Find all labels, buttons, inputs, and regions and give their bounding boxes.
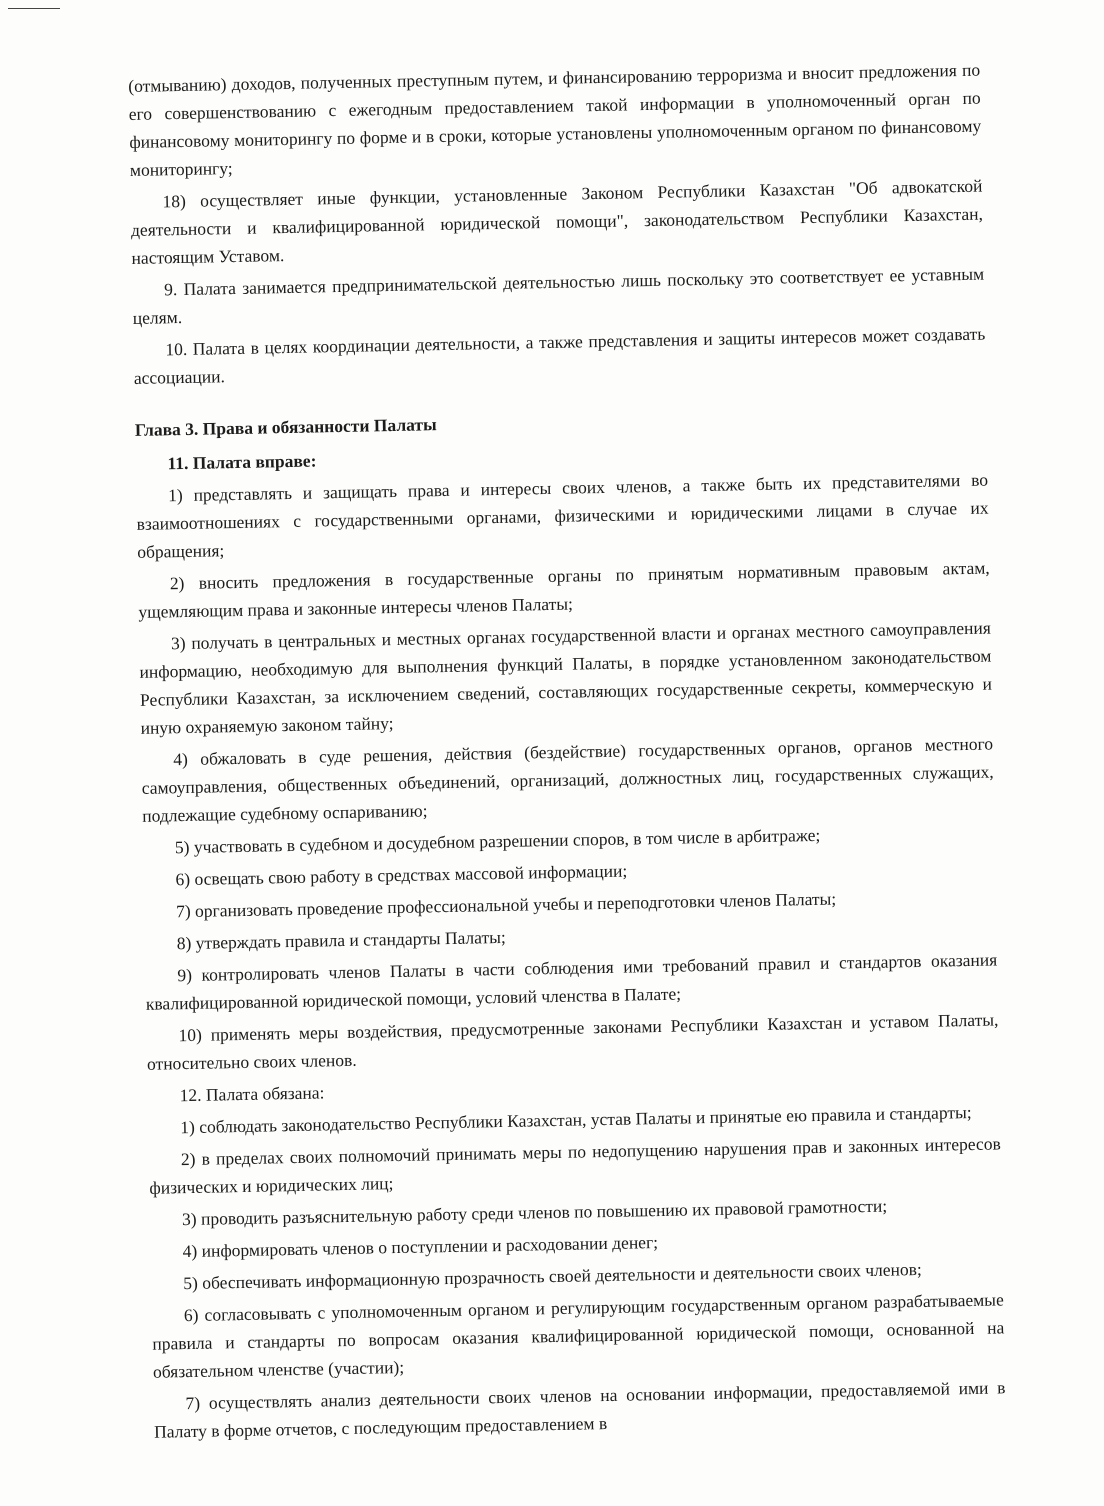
paragraph: 9. Палата занимается предпринимательской деятельностью лишь поскольку это соответствует ее уставным целям.	[132, 263, 985, 328]
list-item: 5) участвовать в судебном и досудебном разрешении споров, в том числе в арбитраже;	[174, 824, 821, 858]
section-heading-duties: 12. Палата обязана:	[179, 1082, 325, 1106]
list-item: 3) проводить разъяснительную работу среди членов по повышению их правовой грамотности;	[181, 1195, 888, 1230]
list-item: 10) применять меры воздействия, предусмотренные законами Республики Казахстан и уставом Палаты, относительно своих членов.	[146, 1009, 999, 1074]
list-item: 6) согласовывать с уполномоченным органом и регулирующим государственным органом разрабатываемые правила и стандарты по вопросам оказания квалифицированной юридической помощи, основанной на обязательном членстве (участии);	[152, 1289, 1005, 1382]
paragraph: 10. Палата в целях координации деятельности, а также представления и защиты интересов может создавать ассоциации.	[133, 323, 986, 388]
paragraph: 18) осуществляет иные функции, установленные Законом Республики Казахстан "Об адвокатской деятельности и квалифицированной юридической помощи", законодательством Республики Казахстан, настоящим Уставом.	[130, 175, 984, 268]
document-body	[128, 56, 1006, 1450]
list-item: 3) получать в центральных и местных органах государственной власти и органах местного самоуправления информацию, необходимую для выполнения функций Палаты, в порядке установленном законодательством Республики Казахстан, за исключением сведений, составляющих государственные секреты, коммерческую и иную охраняемую законом тайну;	[139, 617, 993, 738]
list-item: 9) контролировать членов Палаты в части соблюдения ими требований правил и стандартов оказания квалифицированной юридической помощи, условий членства в Палате;	[145, 949, 998, 1014]
list-item: 4) информировать членов о поступлении и расходовании денег;	[182, 1232, 659, 1262]
list-item: 7) осуществлять анализ деятельности своих членов на основании информации, предоставляемой ими в Палату в форме отчетов, с последующим предоставлением в	[153, 1377, 1006, 1442]
list-item: 2) в пределах своих полномочий принимать меры по недопущению нарушения прав и законных интересов физических и юридических лиц;	[149, 1133, 1001, 1198]
chapter-title: Глава 3. Права и обязанности Палаты	[134, 414, 437, 440]
list-item: 5) обеспечивать информационную прозрачность своей деятельности и деятельности своих членов;	[183, 1258, 922, 1294]
list-item: 2) вносить предложения в государственные органы по принятым нормативным правовым актам, ущемляющим права и законные интересы членов Палаты;	[138, 557, 990, 622]
list-item: 4) обжаловать в суде решения, действия (бездействие) государственных органов, органов местного самоуправления, общественных объединений, организаций, должностных лиц, государственных служащих, подлежащие судебному оспариванию;	[141, 733, 994, 826]
list-item: 8) утверждать правила и стандарты Палаты;	[176, 926, 506, 954]
list-item: 1) представлять и защищать права и интересы своих членов, а также быть их представителями во взаимоотношениях с государственными органами, физическими и юридическими лицами в случае их обращения;	[136, 469, 989, 562]
list-item: 6) освещать свою работу в средствах массовой информации;	[175, 860, 628, 890]
scan-corner-mark	[8, 8, 60, 9]
paragraph: (отмыванию) доходов, полученных преступным путем, и финансированию терроризма и вносит предложения по его совершенствованию с ежегодным предоставлением такой информации в уполномоченный орган по финансовому мониторингу по форме и в сроки, которые установлены уполномоченным органом по финансовому мониторингу;	[128, 59, 982, 180]
list-item: 1) соблюдать законодательство Республики Казахстан, устав Палаты и принятые ею правила и стандарты;	[180, 1101, 972, 1138]
section-heading-rights-label: 11. Палата вправе:	[167, 450, 317, 474]
list-item: 7) организовать проведение профессиональной учебы и переподготовки членов Палаты;	[175, 888, 837, 922]
